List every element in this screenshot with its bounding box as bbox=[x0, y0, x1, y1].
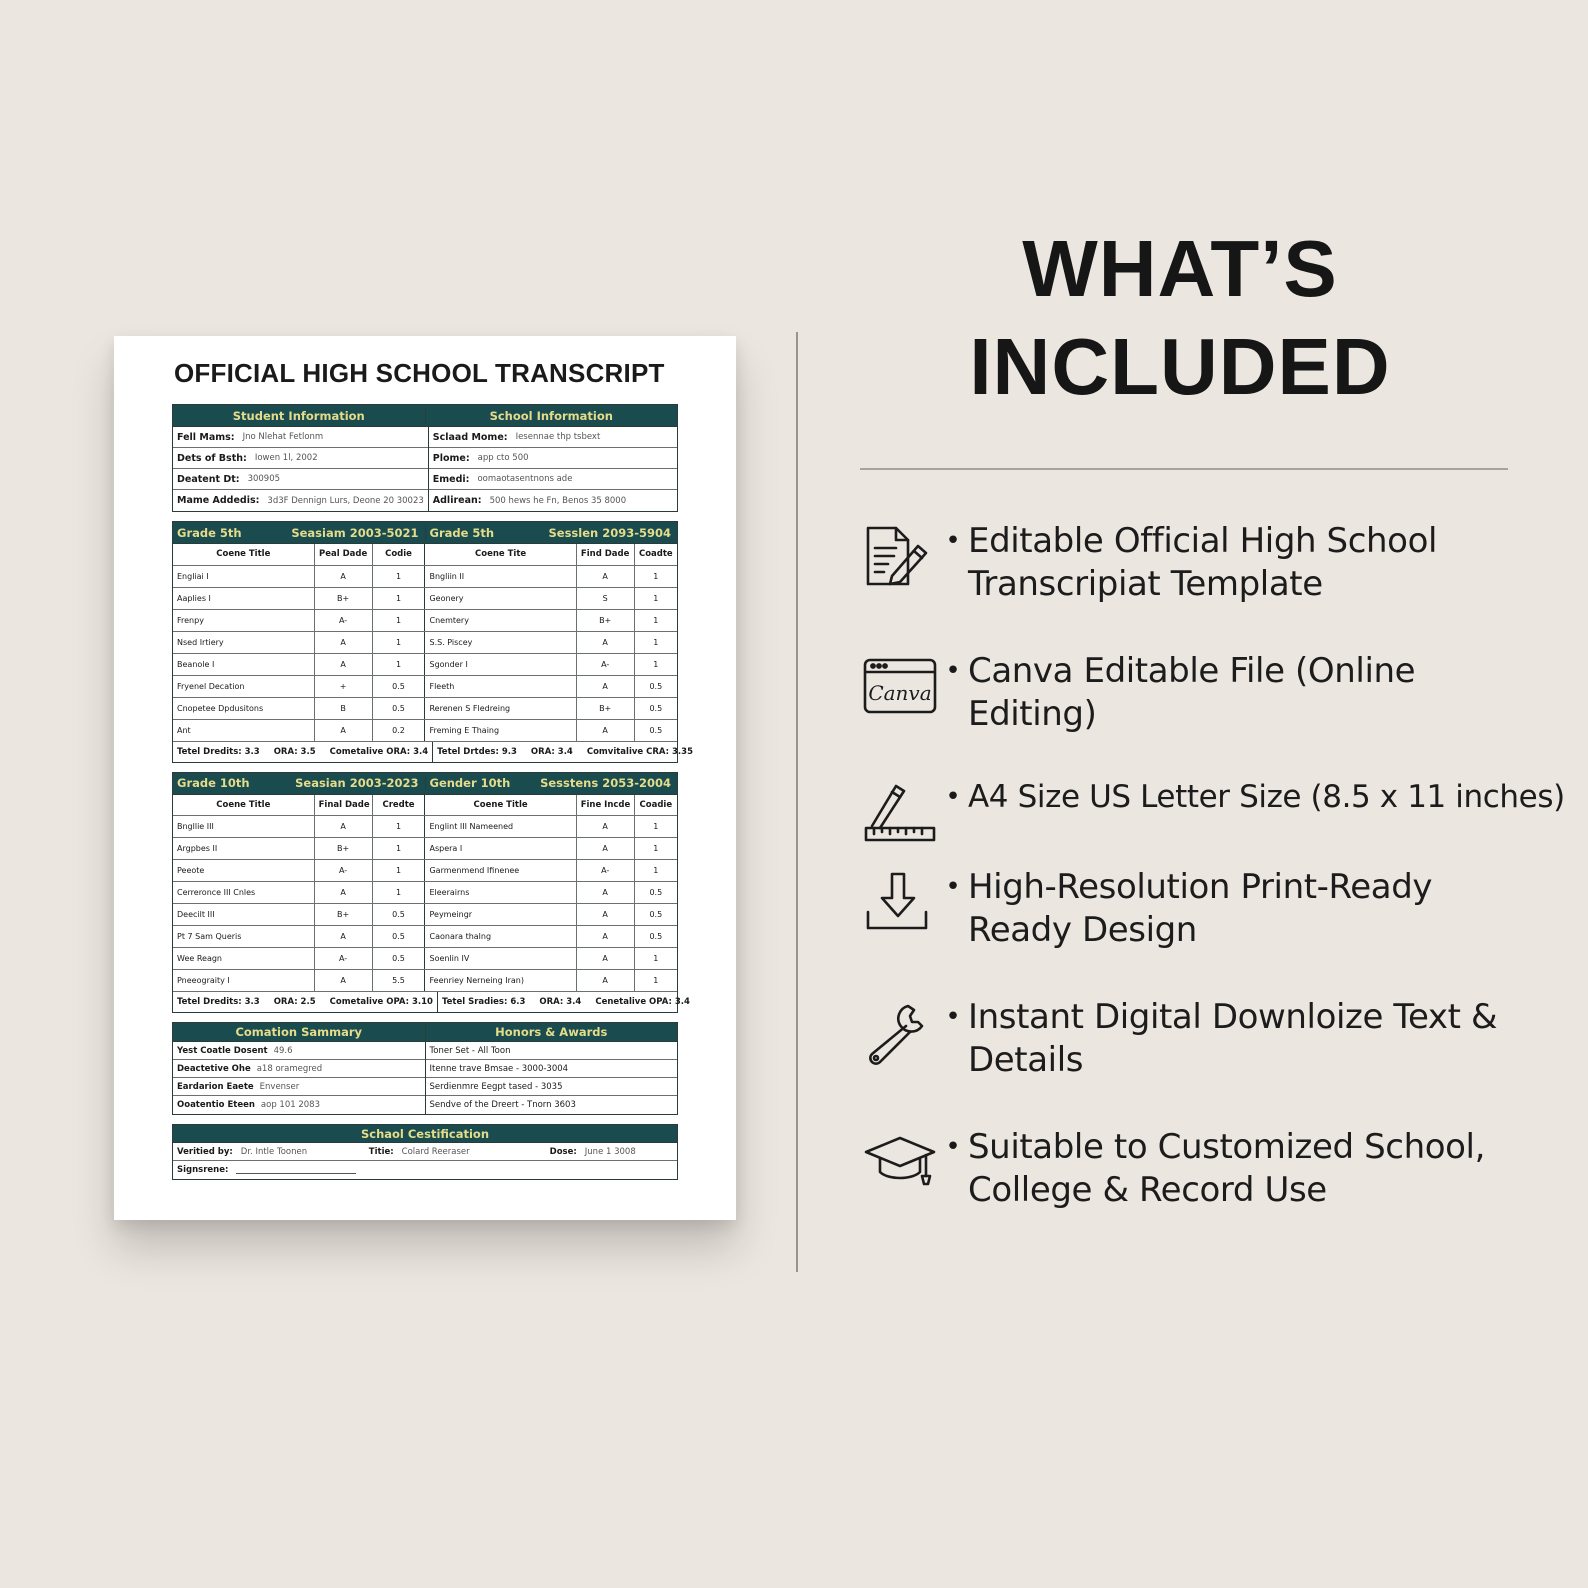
totals-row: Tetel Dredits: 3.3 ORA: 2.5 Cometalive OPA: 3.10 Tetel Sradies: 6.3 ORA: 3.4 Cenetalive OPA: 3.4 bbox=[173, 992, 677, 1012]
table-cell: A bbox=[314, 816, 372, 838]
signature-line bbox=[236, 1166, 356, 1174]
table-row bbox=[173, 587, 677, 609]
table-cell: 1 bbox=[634, 816, 677, 838]
signature-row: Signsrene: bbox=[173, 1161, 677, 1179]
info-row: Adlirean: 500 hews he Fn, Benos 35 8000 bbox=[432, 495, 627, 506]
table-cell: 0.5 bbox=[634, 675, 677, 697]
table-row bbox=[173, 926, 677, 948]
table-cell: 1 bbox=[372, 838, 425, 860]
info-row: Fell Mams: Jno Nlehat Fetlonm bbox=[173, 427, 428, 448]
table-cell: A bbox=[314, 926, 372, 948]
grade-table bbox=[173, 795, 677, 993]
info-row: Deatent Dt: 300905 bbox=[173, 469, 428, 490]
table-row bbox=[173, 697, 677, 719]
table-cell: Fryenel Decation bbox=[173, 675, 314, 697]
table-cell: 1 bbox=[372, 587, 425, 609]
summary-header: Comation Sammary bbox=[235, 1025, 363, 1039]
table-cell: A bbox=[576, 926, 634, 948]
table-cell: S bbox=[576, 587, 634, 609]
table-cell: A bbox=[576, 816, 634, 838]
honors-row: Toner Set - All Toon bbox=[426, 1042, 678, 1060]
grade-table bbox=[173, 544, 677, 742]
bullet: • bbox=[945, 872, 961, 902]
column-header: Coene Title bbox=[425, 795, 576, 816]
table-cell: 0.5 bbox=[372, 926, 425, 948]
table-cell: Aaplies I bbox=[173, 587, 314, 609]
table-cell: 1 bbox=[372, 882, 425, 904]
vertical-divider bbox=[796, 332, 798, 1272]
summary-row: Yest Coatle Dosent 49.6 bbox=[173, 1042, 425, 1060]
download-icon bbox=[862, 866, 938, 938]
table-cell: Englint III Nameened bbox=[425, 816, 576, 838]
honors-row: Sendve of the Dreert - Tnorn 3603 bbox=[429, 1100, 576, 1110]
table-cell: 0.5 bbox=[634, 882, 677, 904]
table-row bbox=[173, 970, 677, 992]
wrench-icon bbox=[862, 996, 938, 1068]
svg-text:Canva: Canva bbox=[868, 681, 932, 705]
table-cell: A bbox=[576, 565, 634, 587]
table-cell: 0.2 bbox=[372, 719, 425, 741]
table-row bbox=[173, 904, 677, 926]
table-cell: Pt 7 Sam Queris bbox=[173, 926, 314, 948]
table-cell: A bbox=[314, 970, 372, 992]
column-header: Coene Tite bbox=[425, 544, 576, 565]
table-cell: 0.5 bbox=[372, 675, 425, 697]
table-cell: A- bbox=[314, 609, 372, 631]
table-cell: Bngllie III bbox=[173, 816, 314, 838]
feature-item bbox=[862, 1126, 1582, 1212]
table-row bbox=[173, 719, 677, 741]
table-row bbox=[173, 653, 677, 675]
summary-section bbox=[172, 1022, 678, 1115]
table-cell: A bbox=[314, 882, 372, 904]
table-cell: A- bbox=[576, 860, 634, 882]
bullet: • bbox=[945, 1002, 961, 1032]
summary-row: Ooatentio Eteen aop 101 2083 bbox=[177, 1100, 320, 1110]
totals-row: Tetel Dredits: 3.3 ORA: 3.5 Cometalive ORA: 3.4 Tetel Drtdes: 9.3 ORA: 3.4 Comvitalive CRA: 3.35 bbox=[173, 742, 677, 762]
table-cell: Cerreronce III Cnles bbox=[173, 882, 314, 904]
honors-row: Serdienmre Eegpt tased - 3035 bbox=[426, 1078, 678, 1096]
table-cell: A bbox=[576, 948, 634, 970]
table-row bbox=[173, 565, 677, 587]
table-cell: 0.5 bbox=[372, 948, 425, 970]
table-cell: Geonery bbox=[425, 587, 576, 609]
column-header: Peal Dade bbox=[314, 544, 372, 565]
table-cell: S.S. Piscey bbox=[425, 631, 576, 653]
honors-header: Honors & Awards bbox=[425, 1025, 678, 1039]
feature-item bbox=[862, 996, 1582, 1082]
table-cell: A bbox=[576, 838, 634, 860]
table-cell: B+ bbox=[576, 697, 634, 719]
table-cell: Wee Reagn bbox=[173, 948, 314, 970]
table-cell: 1 bbox=[634, 565, 677, 587]
table-cell: Nsed Irtiery bbox=[173, 631, 314, 653]
table-cell: A bbox=[576, 631, 634, 653]
table-cell: 1 bbox=[372, 653, 425, 675]
column-header: Final Dade bbox=[314, 795, 372, 816]
feature-text: Canva Editable File (Online Editing) bbox=[968, 651, 1416, 734]
grade-grid-2 bbox=[172, 772, 690, 1014]
table-cell: A bbox=[314, 653, 372, 675]
table-cell: Engliai I bbox=[173, 565, 314, 587]
column-header: Find Dade bbox=[576, 544, 634, 565]
table-row bbox=[173, 838, 677, 860]
table-cell: B bbox=[314, 697, 372, 719]
feature-text: A4 Size US Letter Size (8.5 x 11 inches) bbox=[968, 779, 1565, 815]
table-cell: A bbox=[576, 719, 634, 741]
column-header: Credte bbox=[372, 795, 425, 816]
bullet: • bbox=[945, 1132, 961, 1162]
table-row bbox=[173, 609, 677, 631]
table-cell: Eleerairns bbox=[425, 882, 576, 904]
grade-label: Grade 10th bbox=[177, 776, 250, 790]
certification-header: Schaol Cestification bbox=[360, 1126, 490, 1141]
table-cell: A bbox=[314, 565, 372, 587]
table-cell: A- bbox=[314, 948, 372, 970]
heading-line: INCLUDED bbox=[969, 322, 1391, 411]
table-cell: Caonara thalng bbox=[425, 926, 576, 948]
table-cell: 1 bbox=[372, 860, 425, 882]
table-cell: 1 bbox=[634, 653, 677, 675]
feature-text: High-Resolution Print-Ready Ready Design bbox=[968, 867, 1433, 950]
table-row bbox=[173, 882, 677, 904]
table-cell: Bngliin II bbox=[425, 565, 576, 587]
table-row bbox=[173, 816, 677, 838]
info-row: Mame Addedis: 3d3F Dennign Lurs, Deone 20 30023 bbox=[177, 495, 424, 506]
table-cell: 1 bbox=[634, 838, 677, 860]
table-cell: 0.5 bbox=[372, 697, 425, 719]
table-cell: Beanole I bbox=[173, 653, 314, 675]
session-label: Sesstens 2053-2004 bbox=[540, 776, 671, 790]
table-cell: Cnopetee Dpdusitons bbox=[173, 697, 314, 719]
table-cell: Deecilt III bbox=[173, 904, 314, 926]
table-cell: B+ bbox=[314, 587, 372, 609]
student-info-header: Student Information bbox=[232, 408, 365, 423]
table-cell: Ant bbox=[173, 719, 314, 741]
panel-heading bbox=[860, 220, 1500, 416]
table-cell: 0.5 bbox=[634, 904, 677, 926]
column-header: Fine Incde bbox=[576, 795, 634, 816]
table-cell: A bbox=[576, 904, 634, 926]
heading-line: WHAT’S bbox=[1022, 224, 1338, 313]
table-cell: Sgonder I bbox=[425, 653, 576, 675]
session-label: Sesslen 2093-5904 bbox=[548, 525, 671, 540]
info-row: Sclaad Mome: Iesennae thp tsbext bbox=[429, 427, 677, 448]
feature-item bbox=[862, 778, 1582, 850]
document-edit-icon bbox=[862, 520, 938, 592]
table-cell: A- bbox=[576, 653, 634, 675]
table-cell: Aspera I bbox=[425, 838, 576, 860]
bullet: • bbox=[945, 656, 961, 686]
bullet: • bbox=[945, 526, 961, 556]
table-cell: 1 bbox=[634, 631, 677, 653]
column-header: Coene Title bbox=[173, 795, 314, 816]
table-cell: Garmenmend Ifinenee bbox=[425, 860, 576, 882]
graduation-cap-icon bbox=[862, 1126, 938, 1198]
table-row bbox=[173, 860, 677, 882]
table-cell: 1 bbox=[634, 860, 677, 882]
grade-label: Grade 5th bbox=[177, 525, 242, 540]
column-header: Coene Title bbox=[173, 544, 314, 565]
table-cell: 1 bbox=[372, 609, 425, 631]
table-cell: 5.5 bbox=[372, 970, 425, 992]
heading-divider bbox=[860, 468, 1508, 470]
table-cell: Pneeograity I bbox=[173, 970, 314, 992]
table-cell: Soenlin IV bbox=[425, 948, 576, 970]
table-cell: Argpbes II bbox=[173, 838, 314, 860]
certification-section bbox=[172, 1124, 678, 1180]
table-cell: 1 bbox=[634, 587, 677, 609]
table-cell: Peymeingr bbox=[425, 904, 576, 926]
table-cell: A bbox=[314, 719, 372, 741]
table-cell: 0.5 bbox=[372, 904, 425, 926]
table-row bbox=[173, 948, 677, 970]
school-info-header: School Information bbox=[425, 409, 678, 423]
canva-window-icon bbox=[862, 650, 938, 722]
honors-row: Itenne trave Bmsae - 3000-3004 bbox=[426, 1060, 678, 1078]
summary-list bbox=[173, 1042, 425, 1114]
summary-row: Eardarion Eaete Envenser bbox=[173, 1078, 425, 1096]
table-cell: 1 bbox=[372, 816, 425, 838]
info-row: Dets of Bsth: Iowen 1l, 2002 bbox=[173, 448, 428, 469]
table-cell: Freming E Thaing bbox=[425, 719, 576, 741]
grade-grid-1 bbox=[172, 521, 693, 763]
table-row bbox=[173, 631, 677, 653]
table-cell: A- bbox=[314, 860, 372, 882]
column-header: Coadie bbox=[634, 795, 677, 816]
table-cell: Feenriey Nerneing Iran) bbox=[425, 970, 576, 992]
session-label: Seasian 2003-2023 bbox=[295, 776, 419, 790]
table-cell: A bbox=[576, 882, 634, 904]
table-cell: Fleeth bbox=[425, 675, 576, 697]
feature-item bbox=[862, 866, 1582, 952]
table-cell: B+ bbox=[576, 609, 634, 631]
transcript-preview bbox=[114, 336, 736, 1220]
verification-row: Veritied by: Dr. Intle Toonen Titie: Colard Reeraser Dose: June 1 3008 bbox=[173, 1143, 677, 1161]
table-cell: Cnemtery bbox=[425, 609, 576, 631]
feature-text: Editable Official High School Transcripiat Template bbox=[968, 521, 1438, 604]
table-cell: 1 bbox=[634, 948, 677, 970]
table-cell: 1 bbox=[634, 609, 677, 631]
table-cell: 1 bbox=[634, 970, 677, 992]
feature-item bbox=[862, 520, 1582, 606]
info-row: Plome: app cto 500 bbox=[429, 448, 677, 469]
school-info bbox=[428, 427, 677, 511]
bullet: • bbox=[945, 782, 961, 812]
session-label: Seasiam 2003-5021 bbox=[291, 525, 419, 540]
column-header: Codie bbox=[372, 544, 425, 565]
column-header: Coadte bbox=[634, 544, 677, 565]
table-row bbox=[173, 675, 677, 697]
ruler-pencil-icon bbox=[862, 778, 938, 850]
table-cell: 0.5 bbox=[634, 697, 677, 719]
feature-item bbox=[862, 650, 1582, 736]
table-cell: 0.5 bbox=[634, 926, 677, 948]
student-info bbox=[173, 427, 428, 511]
feature-text: Suitable to Customized School, College & Record Use bbox=[968, 1127, 1485, 1210]
table-cell: Peeote bbox=[173, 860, 314, 882]
table-cell: 0.5 bbox=[634, 719, 677, 741]
table-cell: Frenpy bbox=[173, 609, 314, 631]
grade-label: Gender 10th bbox=[429, 776, 511, 790]
table-cell: A bbox=[576, 970, 634, 992]
grade-label: Grade 5th bbox=[429, 525, 495, 540]
feature-text: Instant Digital Downloize Text & Details bbox=[968, 997, 1498, 1080]
table-cell: A bbox=[576, 675, 634, 697]
table-cell: B+ bbox=[314, 838, 372, 860]
table-cell: Rerenen S Fledreing bbox=[425, 697, 576, 719]
table-cell: B+ bbox=[314, 904, 372, 926]
table-cell: 1 bbox=[372, 565, 425, 587]
summary-row: Deactetive Ohe a18 oramegred bbox=[173, 1060, 425, 1078]
transcript-title: OFFICIAL HIGH SCHOOL TRANSCRIPT bbox=[174, 358, 665, 388]
table-cell: A bbox=[314, 631, 372, 653]
honors-list bbox=[425, 1042, 678, 1114]
table-cell: 1 bbox=[372, 631, 425, 653]
table-cell: + bbox=[314, 675, 372, 697]
info-section bbox=[172, 404, 678, 512]
info-row: Emedi: oomaotasentnons ade bbox=[429, 469, 677, 490]
